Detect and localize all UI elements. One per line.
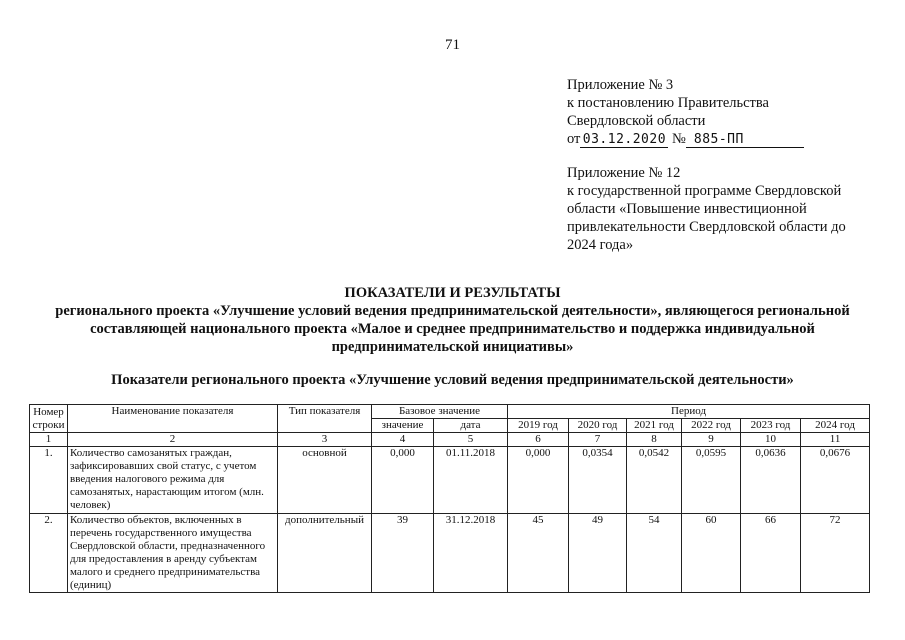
number-label: № [672,131,686,147]
appendix-12-block [567,164,867,254]
column-number: 6 [508,433,569,447]
base-value: 39 [372,514,434,593]
value-2022: 60 [682,514,741,593]
indicator-type: основной [278,447,372,514]
column-number: 8 [627,433,682,447]
header-year-2021: 2021 год [627,419,682,433]
value-2024: 0,0676 [801,447,870,514]
header-year-2024: 2024 год [801,419,870,433]
value-2023: 0,0636 [741,447,801,514]
column-number: 2 [68,433,278,447]
appendix-3-line3: Свердловской области [567,113,706,129]
appendix-3-title: Приложение № 3 [567,77,674,93]
header-year-2020: 2020 год [569,419,627,433]
value-2020: 49 [569,514,627,593]
column-number: 3 [278,433,372,447]
header-base-value-value: значение [372,419,434,433]
document-title-block [20,284,885,356]
column-number-row [30,433,870,447]
header-base-value-date: дата [434,419,508,433]
header-row-number: Номер строки [30,405,68,433]
header-indicator-name: Наименование показателя [68,405,278,433]
appendix-12-text: к государственной программе Свердловской области «Повышение инвестиционной привлекательности Свердловской области до 2024 года» [567,183,846,253]
resolution-date: 03.12.2020 [580,132,668,148]
column-number: 7 [569,433,627,447]
table-row [30,447,870,514]
document-subtitle: регионального проекта «Улучшение условий ведения предпринимательской деятельности», являющегося региональной составляющей национального проекта «Малое и среднее предпринимательство и поддержка индивидуальной предпринимательской инициативы» [55,303,850,355]
appendix-3-block [567,76,867,148]
indicator-type: дополнительный [278,514,372,593]
appendix-3-line2: к постановлению Правительства [567,95,769,111]
value-2020: 0,0354 [569,447,627,514]
value-2023: 66 [741,514,801,593]
base-value: 0,000 [372,447,434,514]
value-2024: 72 [801,514,870,593]
column-number: 4 [372,433,434,447]
row-number: 2. [30,514,68,593]
header-year-2019: 2019 год [508,419,569,433]
value-2021: 54 [627,514,682,593]
document-title: ПОКАЗАТЕЛИ И РЕЗУЛЬТАТЫ [344,285,561,301]
base-date: 01.11.2018 [434,447,508,514]
from-label: от [567,131,581,147]
column-number: 9 [682,433,741,447]
column-number: 5 [434,433,508,447]
base-date: 31.12.2018 [434,514,508,593]
column-number: 10 [741,433,801,447]
resolution-reference [567,130,867,148]
section-title: Показатели регионального проекта «Улучшение условий ведения предпринимательской деятельности» [111,372,794,388]
value-2021: 0,0542 [627,447,682,514]
indicators-table [29,404,870,593]
header-period: Период [508,405,870,419]
header-year-2023: 2023 год [741,419,801,433]
indicator-name: Количество самозанятых граждан, зафиксировавших свой статус, с учетом введения налогового режима для самозанятых, нарастающим итогом (млн. человек) [68,447,278,514]
column-number: 1 [30,433,68,447]
table-row [30,514,870,593]
page-number: 71 [445,37,460,53]
value-2019: 0,000 [508,447,569,514]
value-2019: 45 [508,514,569,593]
value-2022: 0,0595 [682,447,741,514]
header-year-2022: 2022 год [682,419,741,433]
header-indicator-type: Тип показателя [278,405,372,433]
header-row-1 [30,405,870,419]
appendix-12-title: Приложение № 12 [567,165,681,181]
header-base-value: Базовое значение [372,405,508,419]
row-number: 1. [30,447,68,514]
resolution-number: 885-ПП [686,132,804,148]
indicator-name: Количество объектов, включенных в перечень государственного имущества Свердловской области, предназначенного для предоставления в аренду субъектам малого и среднего предпринимательства (единиц) [68,514,278,593]
column-number: 11 [801,433,870,447]
